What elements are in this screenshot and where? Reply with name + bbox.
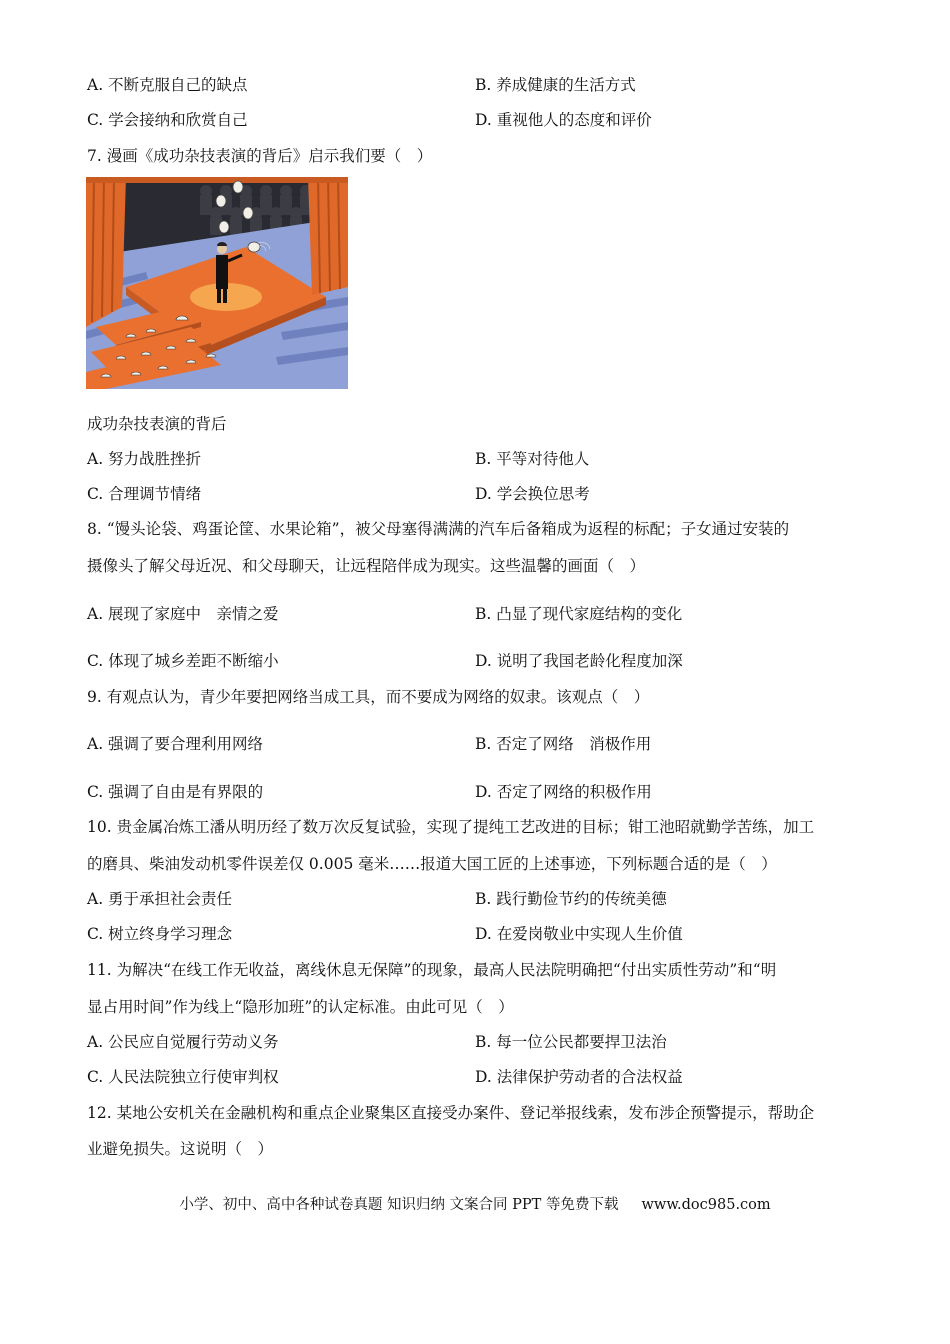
q11-option-c: C. 人民法院独立行使审判权 <box>87 1068 279 1086</box>
page-footer <box>0 1193 950 1214</box>
q9-stem: 9. 有观点认为，青少年要把网络当成工具，而不要成为网络的奴隶。该观点（ ） <box>87 688 650 706</box>
q6-option-a: A. 不断克服自己的缺点 <box>87 76 248 94</box>
q10-option-d: D. 在爱岗敬业中实现人生价值 <box>475 925 683 943</box>
q11-option-a: A. 公民应自觉履行劳动义务 <box>87 1033 279 1051</box>
q7-option-a: A. 努力战胜挫折 <box>87 450 202 468</box>
q11-option-d: D. 法律保护劳动者的合法权益 <box>475 1068 683 1086</box>
q7-option-b: B. 平等对待他人 <box>475 450 590 468</box>
q10-option-c: C. 树立终身学习理念 <box>87 925 233 943</box>
q9-option-a: A. 强调了要合理利用网络 <box>87 735 264 753</box>
q11-stem-line1: 11. 为解决“在线工作无收益，离线休息无保障”的现象，最高人民法院明确把“付出实质性劳动”和“明 <box>87 961 777 979</box>
q7-option-d: D. 学会换位思考 <box>475 485 590 503</box>
q10-option-b: B. 践行勤俭节约的传统美德 <box>475 890 667 908</box>
q8-stem-line2: 摄像头了解父母近况、和父母聊天，让远程陪伴成为现实。这些温馨的画面（ ） <box>87 557 646 575</box>
q10-stem-line1: 10. 贵金属冶炼工潘从明历经了数万次反复试验，实现了提纯工艺改进的目标；钳工池昭就勤学苦练，加工 <box>87 818 815 836</box>
q8-option-d: D. 说明了我国老龄化程度加深 <box>475 652 683 670</box>
q12-stem-line1: 12. 某地公安机关在金融机构和重点企业聚集区直接受办案件、登记举报线索，发布涉企预警提示，帮助企 <box>87 1104 815 1122</box>
q7-option-c: C. 合理调节情绪 <box>87 485 202 503</box>
q8-option-a: A. 展现了家庭中 亲情之爱 <box>87 605 279 623</box>
footer-url[interactable]: www.doc985.com <box>641 1197 771 1213</box>
q12-stem-line2: 业避免损失。这说明（ ） <box>87 1140 274 1158</box>
q6-option-b: B. 养成健康的生活方式 <box>475 76 636 94</box>
q11-option-b: B. 每一位公民都要捍卫法治 <box>475 1033 667 1051</box>
footer-text: 小学、初中、高中各种试卷真题 知识归纳 文案合同 PPT 等免费下载 <box>179 1197 619 1213</box>
q9-option-c: C. 强调了自由是有界限的 <box>87 783 264 801</box>
q8-option-c: C. 体现了城乡差距不断缩小 <box>87 652 279 670</box>
q7-stem: 7. 漫画《成功杂技表演的背后》启示我们要（ ） <box>87 147 433 165</box>
q6-option-d: D. 重视他人的态度和评价 <box>475 111 652 129</box>
q9-option-b: B. 否定了网络 消极作用 <box>475 735 652 753</box>
q6-option-c: C. 学会接纳和欣赏自己 <box>87 111 248 129</box>
acrobat-cartoon-image <box>86 177 348 389</box>
q10-option-a: A. 勇于承担社会责任 <box>87 890 233 908</box>
q10-stem-line2: 的磨具、柴油发动机零件误差仅 0.005 毫米……报道大国工匠的上述事迹，下列标题合适的是（ ） <box>87 855 777 873</box>
q9-option-d: D. 否定了网络的积极作用 <box>475 783 652 801</box>
q7-caption: 成功杂技表演的背后 <box>87 415 227 433</box>
q8-option-b: B. 凸显了现代家庭结构的变化 <box>475 605 683 623</box>
q8-stem-line1: 8. “馒头论袋、鸡蛋论筐、水果论箱”，被父母塞得满满的汽车后备箱成为返程的标配；子女通过安装的 <box>87 520 790 538</box>
q11-stem-line2: 显占用时间”作为线上“隐形加班”的认定标准。由此可见（ ） <box>87 998 514 1016</box>
